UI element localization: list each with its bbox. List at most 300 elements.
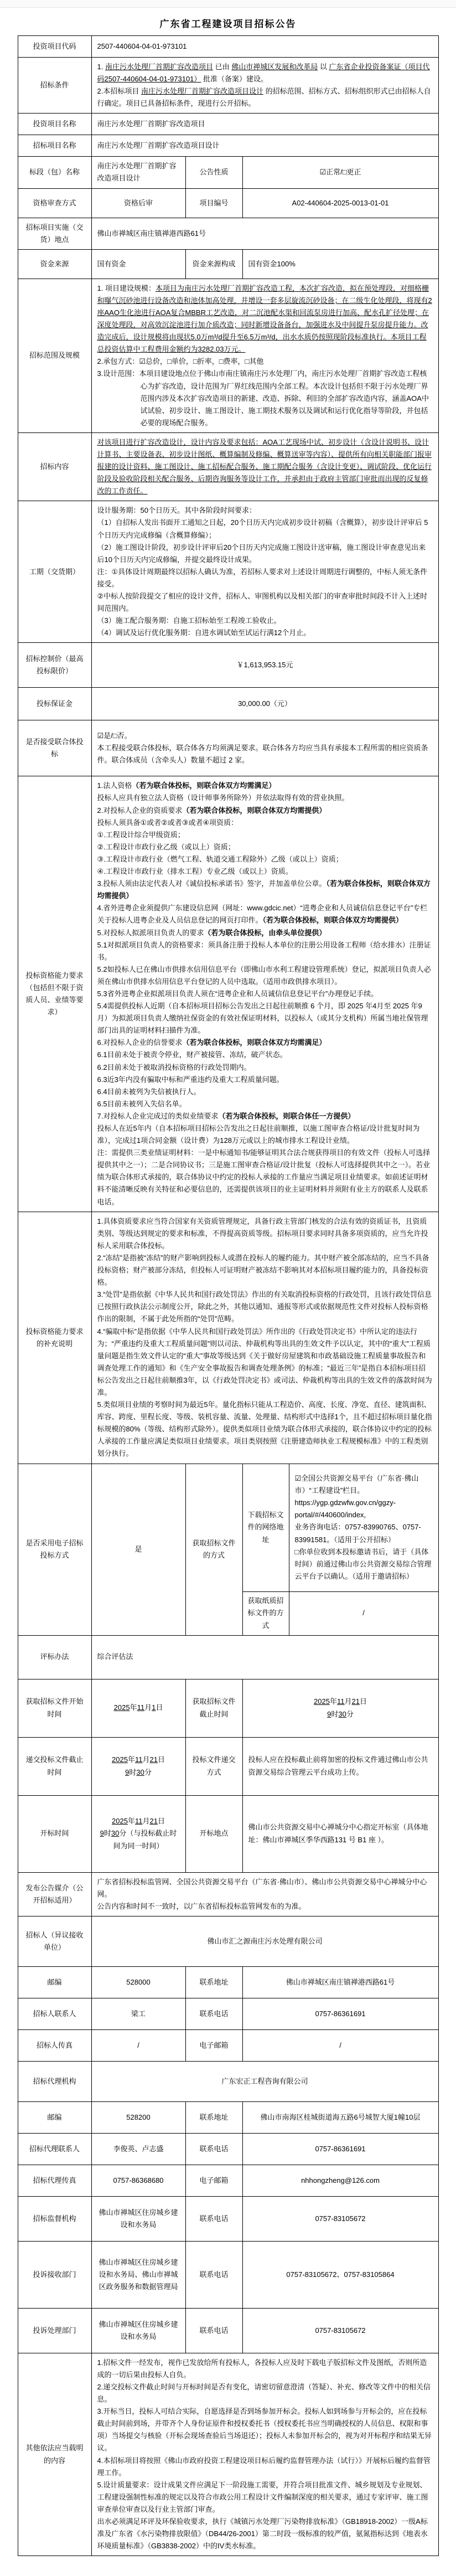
- row-value: [92, 2062, 438, 2101]
- paragraph: [97, 542, 433, 566]
- row-label: 邮编: [18, 2102, 92, 2133]
- paragraph: [248, 2111, 433, 2124]
- text-run: 5.3省外进粤企业拟派项目负责人须在“进粤企业和人员诚信信息登记平台”办理登记手续。: [97, 989, 379, 998]
- text-run: （若为联合体投标，则联合体双方均需提供）: [262, 916, 403, 925]
- paragraph: [97, 1399, 433, 1460]
- table-row: [18, 2353, 438, 2556]
- row-label: 招标条件: [18, 58, 92, 113]
- paragraph: [97, 2381, 433, 2405]
- text-run: 7.对投标人企业完成过的类似业绩要求: [97, 1111, 219, 1120]
- table-row: [18, 2102, 438, 2134]
- paragraph: [248, 2039, 433, 2052]
- table-row: [18, 433, 438, 501]
- paragraph: [248, 2175, 433, 2187]
- text-run: 佛山市禅城区南庄镇禅港西路61号: [97, 229, 206, 238]
- text-run: ☑是/□否。: [97, 731, 132, 740]
- row-value: [92, 433, 438, 501]
- text-run: 0757-86368680: [113, 2176, 164, 2185]
- row-value: [243, 189, 438, 218]
- text-run: 2025: [314, 1697, 330, 1706]
- text-run: 5.对投标人拟派项目负责人的要求: [97, 928, 204, 937]
- row-value: [92, 776, 438, 1211]
- get-docs-methods-cell: [243, 1464, 438, 1635]
- text-run: 30,000.00（元）: [238, 699, 292, 708]
- paragraph: [248, 1696, 433, 1708]
- table-row: [18, 2197, 438, 2242]
- text-run: 南庄污水处理厂首期扩容改造项目设计: [97, 141, 220, 150]
- text-run: 0757-83105672: [315, 2214, 366, 2223]
- paragraph: [97, 939, 433, 964]
- text-run: 4.省外进粤企业须提供广东建设信息网（网址：www.gdcic.net）“进粤企业和人员诚信信息登记平台”专栏关于投标人进粤企业及人员信息登记的网页打印件。: [97, 904, 428, 925]
- text-run: 广东宏正工程咨询有限公司: [221, 2077, 308, 2085]
- row-value: [243, 2197, 438, 2241]
- table-row: [18, 279, 438, 433]
- row-value: [243, 1679, 438, 1737]
- text-run: 6.对投标人企业的信誉要求: [97, 1038, 183, 1047]
- paragraph: [97, 2479, 433, 2516]
- row-label: 招标控制价（最高投标限价）: [18, 643, 92, 687]
- row-value: [92, 1796, 186, 1872]
- row-label: 招标代理机构: [18, 2062, 92, 2101]
- text-run: 年: [329, 1697, 337, 1706]
- row-value: [92, 501, 438, 642]
- row-value: [186, 189, 243, 218]
- row-label: 招标人联系人: [18, 1998, 92, 2029]
- sub-row: [243, 1464, 438, 1592]
- row-value: [243, 2102, 438, 2133]
- text-run: 日: [156, 1703, 163, 1712]
- paragraph: [191, 258, 237, 270]
- row-value: [92, 1679, 186, 1737]
- paragraph: [191, 2039, 237, 2052]
- sub-row: [243, 1592, 438, 1635]
- text-run: 注：①具体设计周期最终以招标人确认为准，若招标人要求对上述设计周期进行调整的，中标人须无条件接受。: [97, 567, 428, 588]
- text-run: 国有资金: [97, 259, 126, 268]
- row-value: [92, 720, 438, 776]
- paragraph: [97, 742, 433, 766]
- row-value: [243, 2030, 438, 2061]
- text-run: 21: [149, 1755, 158, 1764]
- sub-row-value: [289, 1464, 438, 1591]
- text-run: 0757-86361691: [315, 2144, 366, 2153]
- row-value: [243, 250, 438, 279]
- text-run: ②中标人按阶段提交了相应的设计文件，招标人、审图机构以及相关部门的审查审批时间段不计入上述时间范围内。: [97, 592, 428, 613]
- text-run: （1）自招标人发出书面开工通知之日起，20个日历天内完成初步设计初稿（含概算），初步设计评审后 5个日历天内完成修编（含概算修编）；: [97, 518, 428, 539]
- row-value: [92, 2242, 186, 2308]
- text-run: 5.1对拟派项目负责人的资格要求：须具备注册于投标人本单位的注册公用设备工程师（给水排水）注册证书。: [97, 940, 431, 961]
- paragraph: [97, 964, 433, 988]
- paragraph: [97, 829, 433, 841]
- text-run: 电子邮箱: [199, 2041, 229, 2049]
- paragraph: [97, 659, 433, 671]
- row-value: [92, 2309, 186, 2353]
- paragraph: [97, 2143, 180, 2155]
- row-label: 递交投标文件截止时间: [18, 1738, 92, 1795]
- row-value: [186, 1967, 243, 1998]
- paragraph: [97, 1074, 433, 1086]
- paragraph: [97, 85, 433, 110]
- row-value: [186, 157, 243, 188]
- row-value: [92, 1967, 186, 1998]
- paragraph: [97, 282, 433, 356]
- row-value: [92, 2197, 186, 2241]
- text-run: 11: [134, 1817, 143, 1826]
- table-row: [18, 1212, 438, 1464]
- text-run: （若为联合体投标，则联合体双方均需提供）: [182, 806, 327, 815]
- text-run: 佛山市南海区桂城街道海五路6号城智大厦1幢10层: [260, 2113, 421, 2121]
- row-value: [186, 2242, 243, 2308]
- text-run: （若为联合体投标，则联合体双方均需满足）: [132, 781, 276, 790]
- table-row: [18, 2030, 438, 2062]
- row-label: 招标人传真: [18, 2030, 92, 2061]
- row-value: [243, 1967, 438, 1998]
- text-run: 11: [134, 1755, 143, 1764]
- text-run: 2.对投标人企业的资质要求: [97, 806, 183, 815]
- text-run: 广东省招标投标监管网、全国公共资源交易平台（广东省·佛山市）、佛山市公共资源交易中心禅城分中心网。: [97, 1877, 427, 1898]
- text-run: 投标人应具有独立法人资格（设计师事务所除外）并依法取得有效的营业执照。: [97, 794, 349, 802]
- text-run: 项目编号: [199, 198, 229, 207]
- text-run: 6.1目前未处于被责令停业，财产被接管、冻结，破产状态。: [97, 1050, 287, 1059]
- row-label: 是否采用电子招标投标方式: [18, 1464, 92, 1635]
- text-run: 3.投标人须由法定代表人对《诚信投标承诺书》签字，并加盖单位公章。: [97, 879, 327, 888]
- paragraph: [97, 615, 433, 627]
- text-run: 投标人须具备①或者②或者③或者④项资质：: [97, 818, 239, 827]
- paragraph: [97, 988, 433, 1000]
- row-label: 招标代理联系人: [18, 2134, 92, 2165]
- row-value: [243, 1998, 438, 2029]
- paragraph: [97, 2455, 433, 2479]
- row-value: [186, 1738, 243, 1795]
- table-row: [18, 58, 438, 114]
- text-run: 获取招标文件的方式: [192, 1538, 236, 1560]
- text-run: 出水必须满足环评及环保验收要求，执行《城镇污水处理厂污染物排放标准》（GB18918-2002）一级A标准及广东省《水污染物排放限值》（DB44/26-2001）第二时段一级标准的较严值，氨氮指标达到《地表水环境质量标准》（GB3838-2002）中的IV类水标准。: [97, 2517, 428, 2551]
- paragraph: [97, 1702, 180, 1714]
- text-run: 联系电话: [199, 2144, 229, 2153]
- paragraph: [191, 2213, 237, 2225]
- row-label: 其他依法应当载明的内容: [18, 2353, 92, 2556]
- row-label: 获取招标文件开始时间: [18, 1679, 92, 1737]
- text-run: 1: [152, 1703, 156, 1712]
- paragraph: [248, 2269, 433, 2281]
- text-run: 1.具体资质要求应当符合国家有关资质管理规定，具备行政主管部门核发的合法有效的资质证书，且资质类别、等级达到规定的要求和标准，不得提高资质等级。招标项目要求同时具备多项资质的，应当允许投标人采用联合体投标。: [97, 1217, 428, 1250]
- paragraph: [97, 627, 433, 639]
- row-label: 投标资格能力要求（包括但不限于资质人员、业绩等要求）: [18, 776, 92, 1211]
- text-run: 本工程接受联合体投标，联合体各方均须满足要求。联合体各方均应当具有承接本工程所需的相应资质条件。联合体成员（含牵头人）数量不超过 2 家。: [97, 744, 428, 765]
- paragraph: [295, 1607, 433, 1619]
- text-run: （3）施工配合服务期：自施工招标始至工程竣工验收止。: [97, 616, 281, 625]
- text-run: 2507-440604-04-01-973101: [97, 42, 187, 50]
- text-run: 11: [137, 1703, 145, 1712]
- paragraph: [191, 2008, 237, 2020]
- text-run: 是: [134, 1544, 142, 1553]
- text-run: 广东省企业投资备案证（项目代码2507-440604-04-01-973101）: [97, 63, 430, 84]
- text-run: ☑正常/□更正: [319, 168, 361, 177]
- text-run: 投标人应在投标截止前将加密的投标文件通过佛山市公共资源交易综合管理云平台成功上传。: [248, 1755, 428, 1776]
- paragraph: [97, 356, 433, 368]
- paragraph: [248, 166, 433, 178]
- paragraph: [97, 566, 433, 590]
- download-url: https://ygp.gdzwfw.gov.cn/ggzy-portal/#/440600/index,: [294, 1498, 396, 1519]
- text-run: （4）调试及运行优化服务期：自进水调试始至试运行满12个月止。: [97, 628, 311, 637]
- text-run: 日: [359, 1697, 367, 1706]
- paragraph: [295, 1472, 433, 1497]
- paragraph: [97, 1215, 433, 1252]
- paragraph: [97, 1062, 433, 1074]
- text-run: 时: [331, 1709, 339, 1718]
- paragraph: [97, 140, 433, 152]
- table-row: [18, 1967, 438, 1998]
- paragraph: [248, 197, 433, 209]
- paragraph: [248, 1821, 433, 1846]
- row-value: [92, 2165, 186, 2196]
- row-value: [186, 1796, 243, 1872]
- row-value: [92, 36, 438, 57]
- paragraph: [295, 1546, 433, 1583]
- text-run: 9: [327, 1709, 331, 1718]
- text-run: （若为联合体投标，则联合体任一方提供）: [218, 1111, 355, 1120]
- text-run: 时: [103, 1829, 111, 1838]
- paragraph: [97, 436, 433, 497]
- row-value: [186, 2134, 243, 2165]
- text-run: 李俊英、卢志盛: [113, 2144, 164, 2153]
- row-label: 投资项目名称: [18, 114, 92, 135]
- paragraph: [97, 1651, 433, 1663]
- text-run: 2025: [113, 1703, 130, 1712]
- text-run: 年: [127, 1755, 135, 1764]
- text-run: 获取招标文件截止时间: [192, 1697, 236, 1718]
- row-value: [92, 1873, 438, 1916]
- paragraph: [97, 2175, 180, 2187]
- text-run: 联系地址: [199, 2113, 229, 2121]
- paragraph: [97, 927, 433, 939]
- row-label: 招标项目实施（交货）地点: [18, 218, 92, 249]
- paragraph: [97, 1900, 433, 1913]
- paragraph: [295, 1521, 433, 1545]
- paragraph: [97, 2516, 433, 2552]
- text-run: 的招标范围、招标方式、招标组织形式已由招标人自行确定。项目已具备招标条件，现进行公开招标。: [97, 87, 431, 108]
- text-run: /: [362, 1609, 365, 1617]
- row-value: [92, 250, 186, 279]
- paragraph: [97, 2405, 433, 2454]
- text-run: 对该项目进行扩容改造设计，设计内容及要求包括：AOA工艺现场中试、初步设计（含设计说明书、设计计算书、主要设备表、初步设计图纸、概算编制及修编、概算送审等内容）、提供所有向相关职能部门报审报建的设计资料、施工图设计、施工招标配合服务、施工期配合服务（含设计变更）、调试阶段、优化运行阶段及验收阶段相关配合服务、后期咨询服务等设计工作，并承担由于政府主管部门审批而出现的反复修改的工作责任。: [97, 437, 432, 496]
- row-value: [92, 1738, 186, 1795]
- text-run: 佛山市公共资源交易中心禅城分中心指定开标室（具体地址：佛山市禅城区季华西路131 号 B1 座 ）。: [248, 1823, 428, 1844]
- paragraph: [191, 1696, 237, 1720]
- row-label: 资格审查方式: [18, 189, 92, 218]
- row-label: 招标项目名称: [18, 135, 92, 156]
- row-label: 招标人（异议接收单位）: [18, 1916, 92, 1966]
- text-run: 4.“骗取中标”是指依据《中华人民共和国行政处罚法》所作出的《行政处罚决定书》中所认定的违法行为；“严重违约及重大工程质量问题”则以司法、仲裁机构等出具的生效文件予以认定，其中的“重大”工程质量问题是指生效文件认定的“重大”事故等级达到《关于做好房屋建筑和市政基础设施工程质量事故报告和调查处理工作的通知》和《生产安全事故报告和调查处理条例》的标准；“最近三年”是指自本招标项目招标公告发出之日起往前顺推3年，以《行政处罚决定书》或司法、仲裁机构等出具的生效文件的落款时间为准。: [97, 1327, 432, 1397]
- row-value: [92, 189, 186, 218]
- paragraph: [97, 1935, 433, 1948]
- paragraph: [97, 197, 180, 209]
- table-row: [18, 2165, 438, 2197]
- row-value: [243, 1738, 438, 1795]
- row-label: 资金来源: [18, 250, 92, 279]
- text-run: 月: [144, 1703, 152, 1712]
- paragraph: [97, 902, 433, 926]
- paragraph: [97, 2075, 433, 2088]
- text-run: 21: [149, 1817, 158, 1826]
- paragraph: [97, 160, 180, 184]
- text-run: （若为联合体投标，由牵头单位提供）: [204, 928, 327, 937]
- paragraph: [97, 1086, 433, 1098]
- row-value: [92, 1464, 186, 1635]
- text-run: 2.本招标项目: [97, 87, 141, 96]
- row-label: 招标监督机构: [18, 2197, 92, 2241]
- row-label: 招标内容: [18, 433, 92, 501]
- text-run: 月: [142, 1755, 150, 1764]
- row-value: [243, 2134, 438, 2165]
- row-value: [186, 2197, 243, 2241]
- row-value: [92, 1998, 186, 2029]
- paragraph: [191, 1537, 237, 1562]
- paragraph: [248, 2325, 433, 2337]
- paragraph: [97, 853, 433, 865]
- row-value: [186, 2165, 243, 2196]
- text-run: 3.“处罚”是指依据《中华人民共和国行政处罚法》作出的有关取消投标资格的行政处罚，且该行政处罚信息已按照行政执法公示制度公开，除此之外，其他以通知、通报等形式或依据规范性文件对投标人投标资格作出的限制，不属于此处所指的“处罚”范畴。: [97, 1290, 432, 1323]
- paragraph: [191, 166, 237, 178]
- text-run: 21: [351, 1697, 360, 1706]
- row-value: [186, 1464, 243, 1635]
- paragraph: [248, 2213, 433, 2225]
- text-run: 5.2如投标人已在佛山市供排水信用信息平台（即佛山市水利工程建设管理系统）登记，拟派项目负责人必须在佛山市供排水信用信息平台登记的人员中选取。（适用市政供排水项目）。: [97, 965, 431, 986]
- table-row: [18, 1464, 438, 1636]
- page-title: 广东省工程建设项目招标公告: [159, 19, 297, 29]
- row-value: [92, 2030, 186, 2061]
- text-run: 528000: [126, 1977, 151, 1986]
- table-row: [18, 2309, 438, 2353]
- row-label: 邮编: [18, 1967, 92, 1998]
- text-run: 2025: [112, 1817, 128, 1826]
- paragraph: [191, 1754, 237, 1778]
- row-value: [186, 2102, 243, 2133]
- top-strip: [0, 0, 456, 8]
- paragraph: [97, 1326, 433, 1399]
- paragraph: [97, 1110, 433, 1122]
- paragraph: [97, 1252, 433, 1289]
- row-value: [243, 2309, 438, 2353]
- paragraph: [97, 865, 433, 878]
- table-row: [18, 157, 438, 188]
- paragraph: [97, 1815, 180, 1827]
- row-value: [92, 135, 438, 156]
- sub-row-value: [289, 1592, 438, 1635]
- paragraph: [248, 2008, 433, 2020]
- paragraph: [191, 2325, 237, 2337]
- row-value: [186, 1998, 243, 2029]
- paragraph: [97, 1098, 433, 1110]
- text-run: 3.设计范围：本项目建设地点位于佛山市南庄镇南庄污水处理厂内，南庄污水处理厂首期扩容改造工程核心为扩容改造，设计范围为厂界红线范围内全部工程。本次设计包括但不限于污水处理厂界范围内涉及本次扩容改造项目的新建、改造、拆除、利旧的全部扩容改造内容，涵盖AOA中试试验、初步设计、施工图设计、施工期技术服务以及调试和运行优化指导等阶段，并包括必要的现场配合服务。: [97, 369, 429, 427]
- text-run: 4.本招标项目将按照《佛山市政府投资工程建设项目标后履约监督管理办法（试行）》开展标后履约监督管理工作。: [97, 2456, 431, 2477]
- text-run: 日: [157, 1817, 165, 1826]
- text-run: 5.类似项目业绩的考察时间为最近5年。量化指标只能从工程造价、高度、长度、净宽、直径、建筑面积、库容、跨度、里程长度、等级、装机容量、流量、处理量、结构形式中选择1个，且不超过招标项目量化指标规模的80%（等级、结构形式除外）。提供类似项目业绩为联合体形式承接的，联合体协议中约定的投标人承接的工作量应满足类似项目业绩要求。项目类别按照《注册建造师执业工程规模标准》中的工程类别划分执行。: [97, 1400, 432, 1458]
- paragraph: [97, 2008, 180, 2020]
- row-value: [92, 1212, 438, 1464]
- text-run: ④.工程设计市政行业（排水工程）专业乙级（或以上）资质。: [97, 867, 293, 876]
- text-run: 联系电话: [199, 2009, 229, 2018]
- text-run: 1. 项目建设规模：: [97, 284, 156, 292]
- text-run: （若为联合体投标，则联合体双方均需提供）: [97, 879, 431, 900]
- text-run: 投标文件递交方式: [192, 1755, 236, 1776]
- paragraph: [97, 368, 433, 429]
- text-run: 业务咨询电话：0757-83990765、0757-83991581。（适用于公开招标）: [294, 1523, 421, 1544]
- text-run: 南庄污水处理厂首期扩容改造项目: [105, 63, 213, 71]
- text-run: 分: [144, 1768, 152, 1776]
- text-run: 公告性质: [199, 168, 229, 177]
- text-run: 6.5目前未被列入失信名单。: [97, 1099, 186, 1108]
- agent-email: nhhongzheng@126.com: [301, 2176, 380, 2185]
- table-row: [18, 776, 438, 1212]
- text-run: 综合评估法: [97, 1652, 133, 1661]
- paragraph: [97, 1976, 180, 1988]
- text-run: 南庄污水处理厂首期扩容改造项目: [97, 120, 205, 128]
- text-run: 投标人在近5年内（自本招标项目招标公告发出之日起往前顺推，以施工图审查合格证/设计批复时间为准），完成过1项合同金额（设计费）为128万元或以上的城市排水工程设计业绩。: [97, 1124, 420, 1145]
- paragraph: [191, 2143, 237, 2155]
- paragraph: [97, 1827, 180, 1852]
- table-row: [18, 2242, 438, 2309]
- row-label: 投标资格能力要求的补充说明: [18, 1212, 92, 1464]
- paragraph: [97, 817, 433, 829]
- text-run: （若为联合体投标，则联合体双方均需满足）: [182, 1038, 327, 1047]
- row-label: 开标时间: [18, 1796, 92, 1872]
- text-run: 9: [100, 1829, 104, 1838]
- paragraph: [97, 1754, 180, 1766]
- paragraph: [97, 2357, 433, 2381]
- text-run: 电子邮箱: [199, 2176, 229, 2185]
- paragraph: [295, 1497, 433, 1521]
- text-run: 3.开标当日，投标人可结合实际，自愿选择是否到场参加开标会。投标人如到场参与开标会的，应在投标截止时间前到场，并带齐个人身份证原件和授权委托书（授权委托书应当明确授权的人员信息、权限和事项）当场提交与核验（开标会现场查验后当场退还）；投标人未参加开标会的，视为对开标程序和结果无异议。: [97, 2407, 432, 2453]
- table-row: [18, 1873, 438, 1916]
- text-run: 2.递交投标文件截止时间与开标时间是否有变化，请密切留意澄清（答疑）、补充、修改等文件中的相关信息。: [97, 2383, 431, 2404]
- row-value: [92, 1636, 438, 1679]
- paragraph: [97, 2207, 180, 2231]
- paragraph: [97, 2256, 180, 2293]
- row-value: [92, 643, 438, 687]
- paragraph: [248, 1976, 433, 1988]
- table-row: [18, 688, 438, 720]
- text-run: 已由: [213, 63, 232, 71]
- row-label: 投标保证金: [18, 688, 92, 720]
- row-label: 工期（交货期）: [18, 501, 92, 642]
- paragraph: [248, 258, 433, 270]
- text-run: 南庄污水处理厂首期扩容改造项目设计: [141, 87, 263, 96]
- row-label: 投诉接收部门: [18, 2242, 92, 2308]
- row-value: [92, 2353, 438, 2556]
- row-label: 招标范围及规模: [18, 279, 92, 432]
- row-value: [92, 2102, 186, 2133]
- paragraph: [97, 590, 433, 615]
- text-run: ☑全国公共资源交易平台（广东省·佛山市）“工程建设”栏目。: [294, 1474, 419, 1495]
- paragraph: [97, 780, 433, 792]
- sub-row-label: 下载招标文件的网络地址: [243, 1464, 289, 1591]
- text-run: □你单位收到本投标邀请书后，请于（具体时间）前通过佛山市公共资源交易综合管理云平台予以确认。（适用于邀请招标）: [294, 1547, 432, 1580]
- text-run: 佛山市禅城区南庄镇禅港西路61号: [286, 1977, 395, 1986]
- text-run: 5.设计质量要求：设计成果文件应满足下一阶段施工需要，并符合项目批准文件、城乡规划及专业规划、工程建设强制性标准的规定以及符合市政公用工程设计文件编制深度的相关要求，通过专家评审、施工图审查单位审查以及行业主管部门审查。: [97, 2480, 428, 2513]
- paragraph: [97, 517, 433, 541]
- text-run: 联系电话: [199, 2326, 229, 2335]
- text-run: 公告内容和时间不一致时，以广东省招标投标监管网发布的为准。: [97, 1902, 306, 1910]
- paragraph: [97, 228, 433, 240]
- text-run: 联系电话: [199, 2270, 229, 2279]
- text-run: 佛山市禅城区发展和改革局: [231, 63, 318, 71]
- paragraph: [97, 1147, 433, 1208]
- text-run: 0757-83105672: [315, 2326, 366, 2335]
- text-run: 分: [346, 1709, 354, 1718]
- paragraph: [191, 2269, 237, 2281]
- text-run: ①.工程设计综合甲级资质；: [97, 830, 185, 839]
- paragraph: [191, 2111, 237, 2124]
